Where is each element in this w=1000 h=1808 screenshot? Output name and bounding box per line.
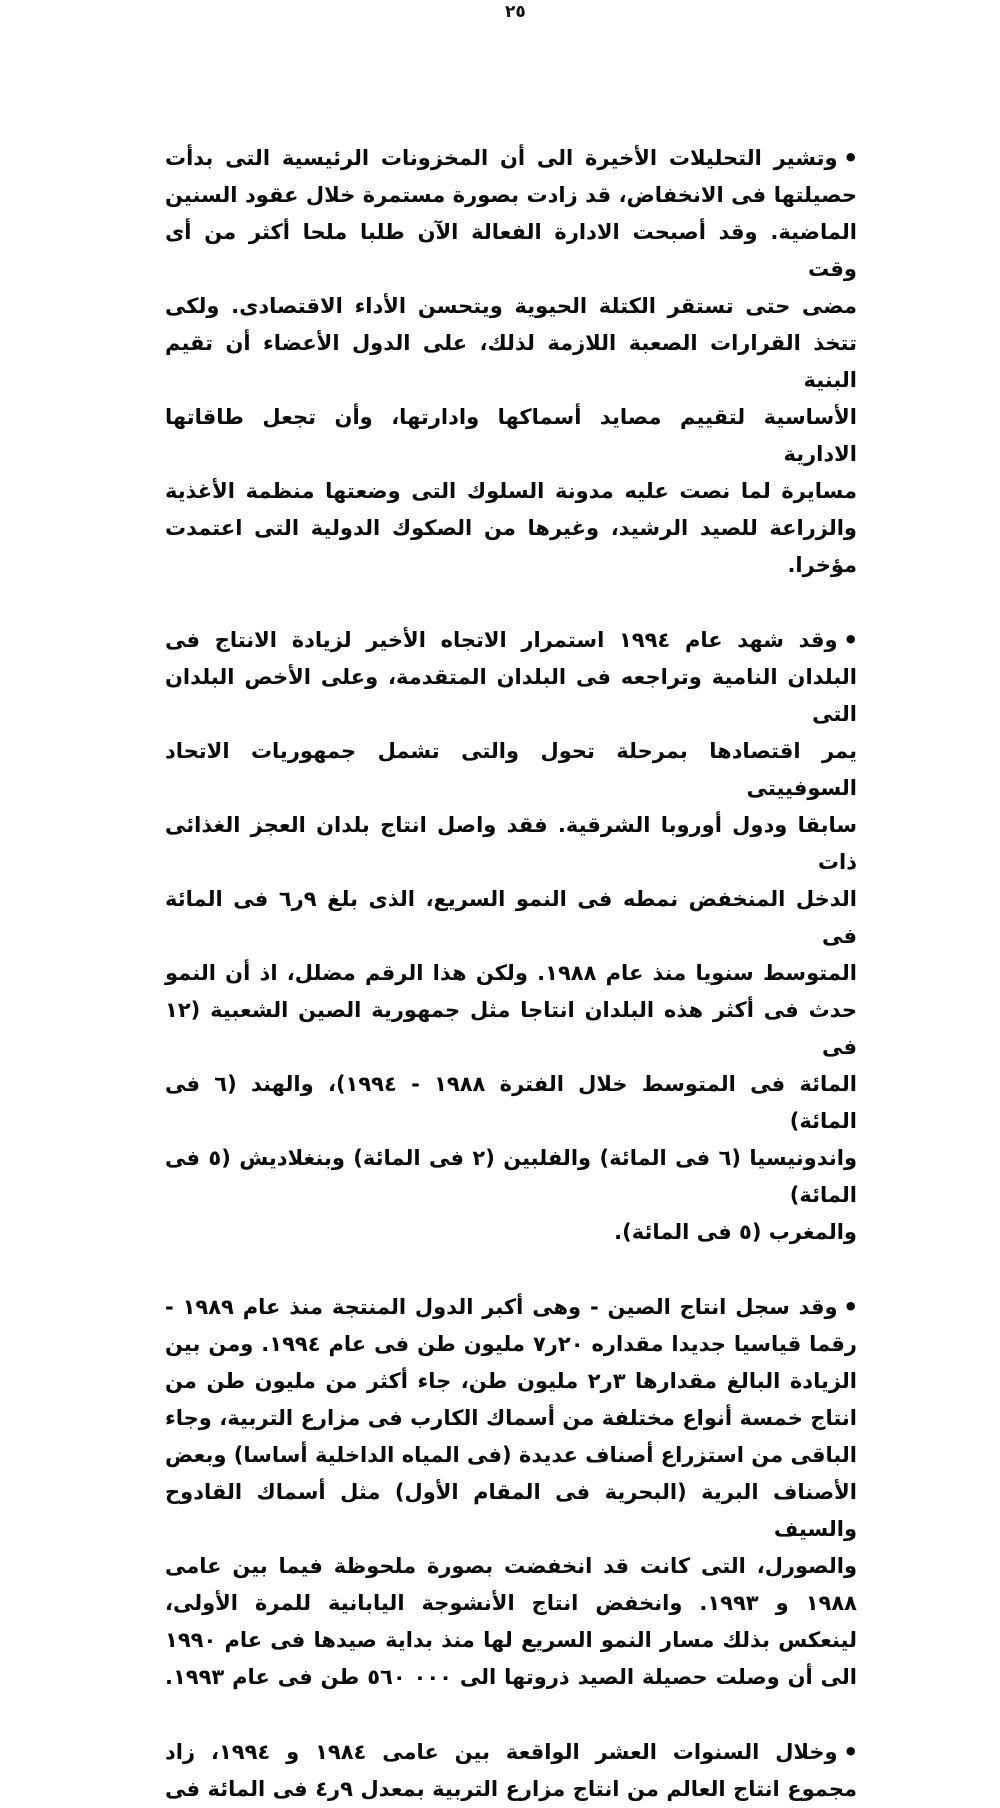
line-text: وقد شهد عام ١٩٩٤ استمرار الاتجاه الأخير لزيادة الانتاج فى <box>165 628 838 652</box>
text-line <box>165 140 857 177</box>
text-line: المتوسط سنويا منذ عام ١٩٨٨. ولكن هذا الرقم مضلل، اذ أن النمو <box>165 961 857 985</box>
text-line <box>165 1734 857 1771</box>
paragraph <box>165 1289 857 1696</box>
line-text: وقد سجل انتاج الصين - وهى أكبر الدول المنتجة منذ عام ١٩٨٩ - <box>165 1295 838 1319</box>
text-line: الماضية. وقد أصبحت الادارة الفعالة الآن طلبا ملحا أكثر من أى وقت <box>165 220 857 281</box>
text-line: مؤخرا. <box>787 553 857 577</box>
paragraph <box>165 140 857 584</box>
bullet-icon: • <box>842 1293 859 1321</box>
text-line: الدخل المنخفض نمطه فى النمو السريع، الذى بلغ ٩ر٦ فى المائة فى <box>165 887 857 948</box>
text-line: المائة فى المتوسط خلال الفترة ١٩٨٨ - ١٩٩٤)، والهند (٦ فى المائة) <box>165 1072 858 1133</box>
text-line: الباقى من استزراع أصناف عديدة (فى المياه الداخلية أساسا) وبعض <box>165 1443 857 1467</box>
text-line: حدث فى أكثر هذه البلدان انتاجا مثل جمهورية الصين الشعبية (١٢ فى <box>165 998 857 1059</box>
text-line: مضى حتى تستقر الكتلة الحيوية ويتحسن الأداء الاقتصادى. ولكى <box>165 294 857 318</box>
text-line: مسايرة لما نصت عليه مدونة السلوك التى وضعتها منظمة الأغذية <box>165 479 857 503</box>
text-line: ١٩٨٨ و ١٩٩٣. وانخفض انتاج الأنشوجة اليابانية للمرة الأولى، <box>165 1591 857 1615</box>
text-line: مجموع انتاج العالم من انتاج مزارع التربية بمعدل ٩ر٤ فى المائة فى <box>165 1777 857 1801</box>
text-line: الأصناف البرية (البحرية فى المقام الأول) مثل أسماك القادوح والسيف <box>165 1480 857 1541</box>
paragraph <box>165 622 857 1251</box>
bullet-icon: • <box>842 626 859 654</box>
text-line: سابقا ودول أوروبا الشرقية. فقد واصل انتاج بلدان العجز الغذائى ذات <box>165 813 857 874</box>
line-text: وخلال السنوات العشر الواقعة بين عامى ١٩٨٤ و ١٩٩٤، زاد <box>165 1740 838 1764</box>
bullet-icon: • <box>842 1738 858 1766</box>
bullet-icon: • <box>842 144 859 172</box>
text-line: يمر اقتصادها بمرحلة تحول والتى تشمل جمهوريات الاتحاد السوفييتى <box>165 739 857 800</box>
text-line: البلدان النامية وتراجعه فى البلدان المتقدمة، وعلى الأخص البلدان التى <box>165 665 857 726</box>
text-line <box>165 622 857 659</box>
text-line: الأساسية لتقييم مصايد أسماكها وادارتها، وأن تجعل طاقاتها الادارية <box>165 405 857 466</box>
document-text-block <box>165 140 857 1808</box>
text-line: رقما قياسيا جديدا مقداره ٢٠ر٧ مليون طن فى عام ١٩٩٤. ومن بين <box>165 1332 857 1356</box>
line-text: وتشير التحليلات الأخيرة الى أن المخزونات الرئيسية التى بدأت <box>165 146 838 170</box>
text-line: والزراعة للصيد الرشيد، وغيرها من الصكوك الدولية التى اعتمدت <box>165 516 857 540</box>
text-line: الزيادة البالغ مقدارها ٣ر٢ مليون طن، جاء أكثر من مليون طن من <box>165 1369 857 1393</box>
page-number: ٢٥ <box>505 2 526 22</box>
text-line: الى أن وصلت حصيلة الصيد ذروتها الى ٥٦٠ ٠٠٠ طن فى عام ١٩٩٣. <box>165 1665 857 1689</box>
text-line: واندونيسيا (٦ فى المائة) والفلبين (٢ فى المائة) وبنغلاديش (٥ فى المائة) <box>165 1146 857 1207</box>
text-line: لينعكس بذلك مسار النمو السريع لها منذ بداية صيدها فى عام ١٩٩٠ <box>165 1628 857 1652</box>
text-line: والمغرب (٥ فى المائة). <box>614 1220 857 1244</box>
text-line: حصيلتها فى الانخفاض، قد زادت بصورة مستمرة خلال عقود السنين <box>165 183 857 207</box>
text-line: تتخذ القرارات الصعبة اللازمة لذلك، على الدول الأعضاء أن تقيم البنية <box>165 331 857 392</box>
text-line <box>165 1289 857 1326</box>
text-line: انتاج خمسة أنواع مختلفة من أسماك الكارب فى مزارع التربية، وجاء <box>165 1406 857 1430</box>
paragraph <box>165 1734 857 1808</box>
text-line: والصورل، التى كانت قد انخفضت بصورة ملحوظة فيما بين عامى <box>165 1554 857 1578</box>
